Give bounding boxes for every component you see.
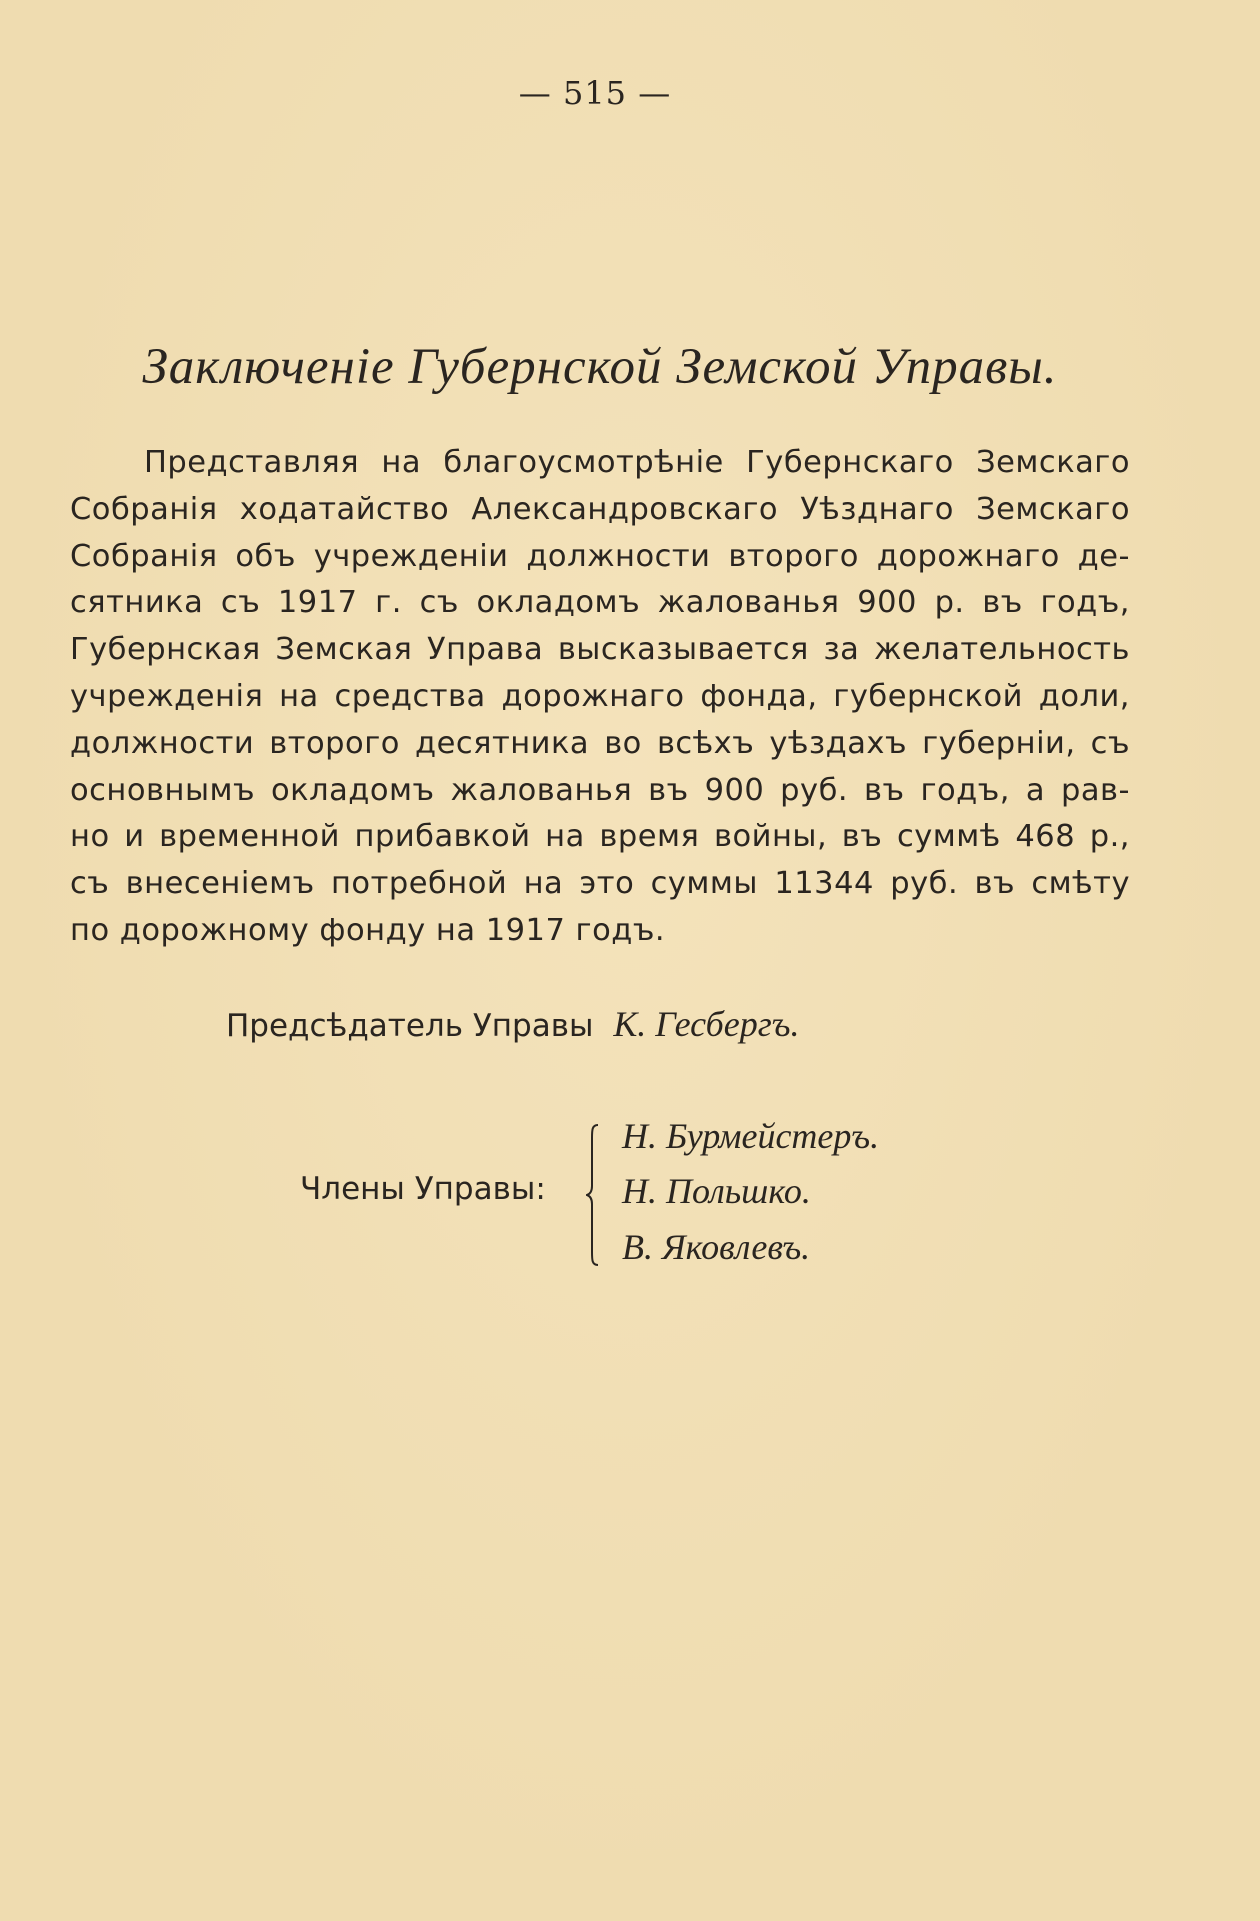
section-heading: Заключеніе Губернской Земской Управы. (142, 339, 1058, 395)
paragraph-line: Собранія ходатайство Александровскаго Уѣзднаго Земскаго (70, 491, 1130, 527)
chairman-signature: К. Гесбергъ. (613, 1004, 800, 1044)
page-number: — 515 — (518, 74, 672, 112)
paragraph-line: Губернская Земская Управа высказывается за желательность (70, 632, 1130, 668)
paragraph-line: должности второго десятника во всѣхъ уѣздахъ губерніи, съ (70, 725, 1130, 761)
chairman-line (226, 1003, 799, 1045)
paragraph-line: учрежденія на средства дорожнаго фонда, губернской доли, (70, 678, 1130, 714)
member-signature: Н. Польшко. (622, 1171, 811, 1211)
paragraph-line: съ внесеніемъ потребной на это суммы 11344 руб. въ смѣту (70, 866, 1130, 902)
member-signature: Н. Бурмейстеръ. (622, 1116, 880, 1156)
paragraph-line: сятника съ 1917 г. съ окладомъ жалованья 900 р. въ годъ, (70, 585, 1130, 621)
paragraph-line: но и временной прибавкой на время войны, въ суммѣ 468 р., (70, 819, 1130, 855)
paragraph-line: основнымъ окладомъ жалованья въ 900 руб. въ годъ, а рав- (70, 772, 1130, 808)
member-signature: В. Яковлевъ. (622, 1227, 811, 1267)
curly-brace (586, 1124, 600, 1266)
chairman-label: Предсѣдатель Управы (226, 1008, 594, 1044)
paragraph-line: Представляя на благоусмотрѣніе Губернскаго Земскаго (144, 445, 1130, 480)
body-paragraph (70, 440, 1130, 955)
paragraph-line: по дорожному фонду на 1917 годъ. (70, 912, 666, 948)
members-label: Члены Управы: (300, 1171, 546, 1207)
paragraph-line: Собранія объ учрежденіи должности второго дорожнаго де- (70, 538, 1130, 574)
